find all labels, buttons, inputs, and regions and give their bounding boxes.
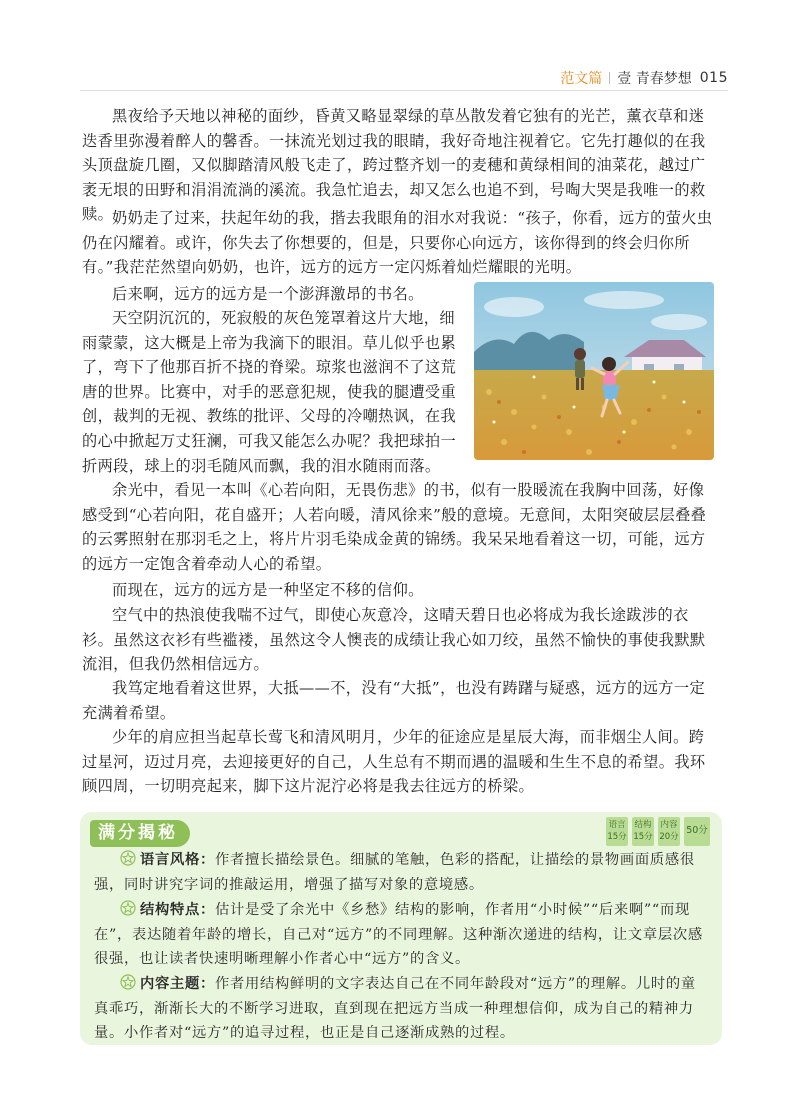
page-header <box>560 68 728 88</box>
paragraph-4: 天空阴沉沉的，死寂般的灰色笼罩着这片大地，细雨蒙蒙，这大概是上帝为我滴下的眼泪。草儿似乎也累了，弯下了他那百折不挠的脊梁。琼浆也滋润不了这荒唐的世界。比赛中，对手的恶意犯规，使我的腿遭受重创，裁判的无视、教练的批评、父母的冷嘲热讽，在我的心中掀起万丈狂澜，可我又能怎么办呢？我把球拍一折两段，球上的羽毛随风而飘，我的泪水随雨而落。 <box>82 309 457 475</box>
review-text: 作者擅长描绘景色。细腻的笔触，色彩的搭配，让描绘的景物画面质感很强，同时讲究字词的推敲运用，增强了描写对象的意境感。 <box>94 852 695 893</box>
review-label: 内容主题： <box>140 976 215 992</box>
review-panel <box>80 812 722 1045</box>
header-divider <box>80 90 728 91</box>
paragraph-3: 后来啊，远方的远方是一个澎湃激昂的书名。 <box>112 285 424 303</box>
score-breakdown <box>606 817 710 846</box>
page-number: 015 <box>699 70 728 86</box>
score-label: 语言 <box>608 820 626 830</box>
illustration-girl-running-in-field <box>474 282 714 460</box>
score-language <box>606 817 628 846</box>
star-icon <box>120 974 136 990</box>
paragraph-5: 余光中，看见一本叫《心若向阳，无畏伤悲》的书，似有一股暖流在我胸中回荡，好像感受到“心若向阳，花自盛开；人若向暖，清风徐来”般的意境。无意间，太阳突破层层叠叠的云雾照射在那羽毛之上，将片片羽毛染成金黄的锦绣。我呆呆地看着这一切，可能，远方的远方一定饱含着牵动人心的希望。 <box>82 481 707 573</box>
score-value: 15分 <box>633 832 653 842</box>
review-item-language <box>94 848 708 897</box>
header-separator <box>609 72 610 84</box>
paragraph-6: 而现在，远方的远方是一种坚定不移的信仰。 <box>112 581 424 599</box>
review-item-content <box>94 972 708 1046</box>
review-label: 结构特点： <box>140 902 215 918</box>
score-label: 结构 <box>634 820 652 830</box>
paragraph-8: 我笃定地看着这世界，大抵——不，没有“大抵”，也没有踌躇与疑惑，远方的远方一定充满着希望。 <box>82 679 706 722</box>
review-text: 作者用结构鲜明的文字表达自己在不同年龄段对“远方”的理解。儿时的童真乖巧，渐渐长大的不断学习进取，直到现在把远方当成一种理想信仰，成为自己的精神力量。小作者对“远方”的追寻过程，也正是自己逐渐成熟的过程。 <box>94 976 696 1042</box>
review-item-structure <box>94 898 708 972</box>
paragraph-1: 黑夜给予天地以神秘的面纱，昏黄又略显翠绿的草丛散发着它独有的光芒，薰衣草和迷迭香里弥漫着醉人的馨香。一抹流光划过我的眼睛，我好奇地注视着它。它先打趣似的在我头顶盘旋几圈，又似脚踏清风般飞走了，跨过整齐划一的麦穗和黄绿相间的油菜花，越过广袤无垠的田野和涓涓流淌的溪流。我急忙追去，却又怎么也追不到，号啕大哭是我唯一的救赎。 <box>82 107 706 224</box>
score-label: 内容 <box>660 820 678 830</box>
paragraph-7: 空气中的热浪使我喘不过气，即使心灰意冷，这晴天碧日也必将成为我长途跋涉的衣衫。虽然这衣衫有些褴褛，虽然这令人懊丧的成绩让我心如刀绞，虽然不愉快的事使我默默流泪，但我仍然相信远方。 <box>82 606 706 674</box>
score-content <box>658 817 680 846</box>
score-total: 50分 <box>684 817 710 846</box>
chapter-title: 壹 青春梦想 <box>617 71 692 87</box>
star-icon <box>120 900 136 916</box>
score-value: 15分 <box>607 832 627 842</box>
section-label: 范文篇 <box>560 71 603 87</box>
paragraph-9: 少年的肩应担当起草长莺飞和清风明月，少年的征途应是星辰大海，而非烟尘人间。跨过星河，迈过月亮，去迎接更好的自己，人生总有不期而遇的温暖和生生不息的希望。我环顾四周，一切明亮起来，脚下这片泥泞必将是我去往远方的桥梁。 <box>82 728 706 796</box>
score-structure <box>632 817 654 846</box>
review-title: 满分揭秘 <box>90 820 190 847</box>
review-label: 语言风格： <box>140 852 215 868</box>
score-value: 20分 <box>659 832 679 842</box>
star-icon <box>120 850 136 866</box>
review-text: 估计是受了余光中《乡愁》结构的影响，作者用“小时候”“后来啊”“而现在”，表达随着年龄的增长，自己对“远方”的不同理解。这种渐次递进的结构，让文章层次感很强，也让读者快速明晰理解小作者心中“远方”的含义。 <box>94 902 703 968</box>
paragraph-2: 奶奶走了过来，扶起年幼的我，揩去我眼角的泪水对我说：“孩子，你看，远方的萤火虫仍在闪耀着。或许，你失去了你想要的，但是，只要你心向远方，该你得到的终会归你所有。”我茫茫然望向奶奶，也许，远方的远方一定闪烁着灿烂耀眼的光明。 <box>82 209 713 277</box>
